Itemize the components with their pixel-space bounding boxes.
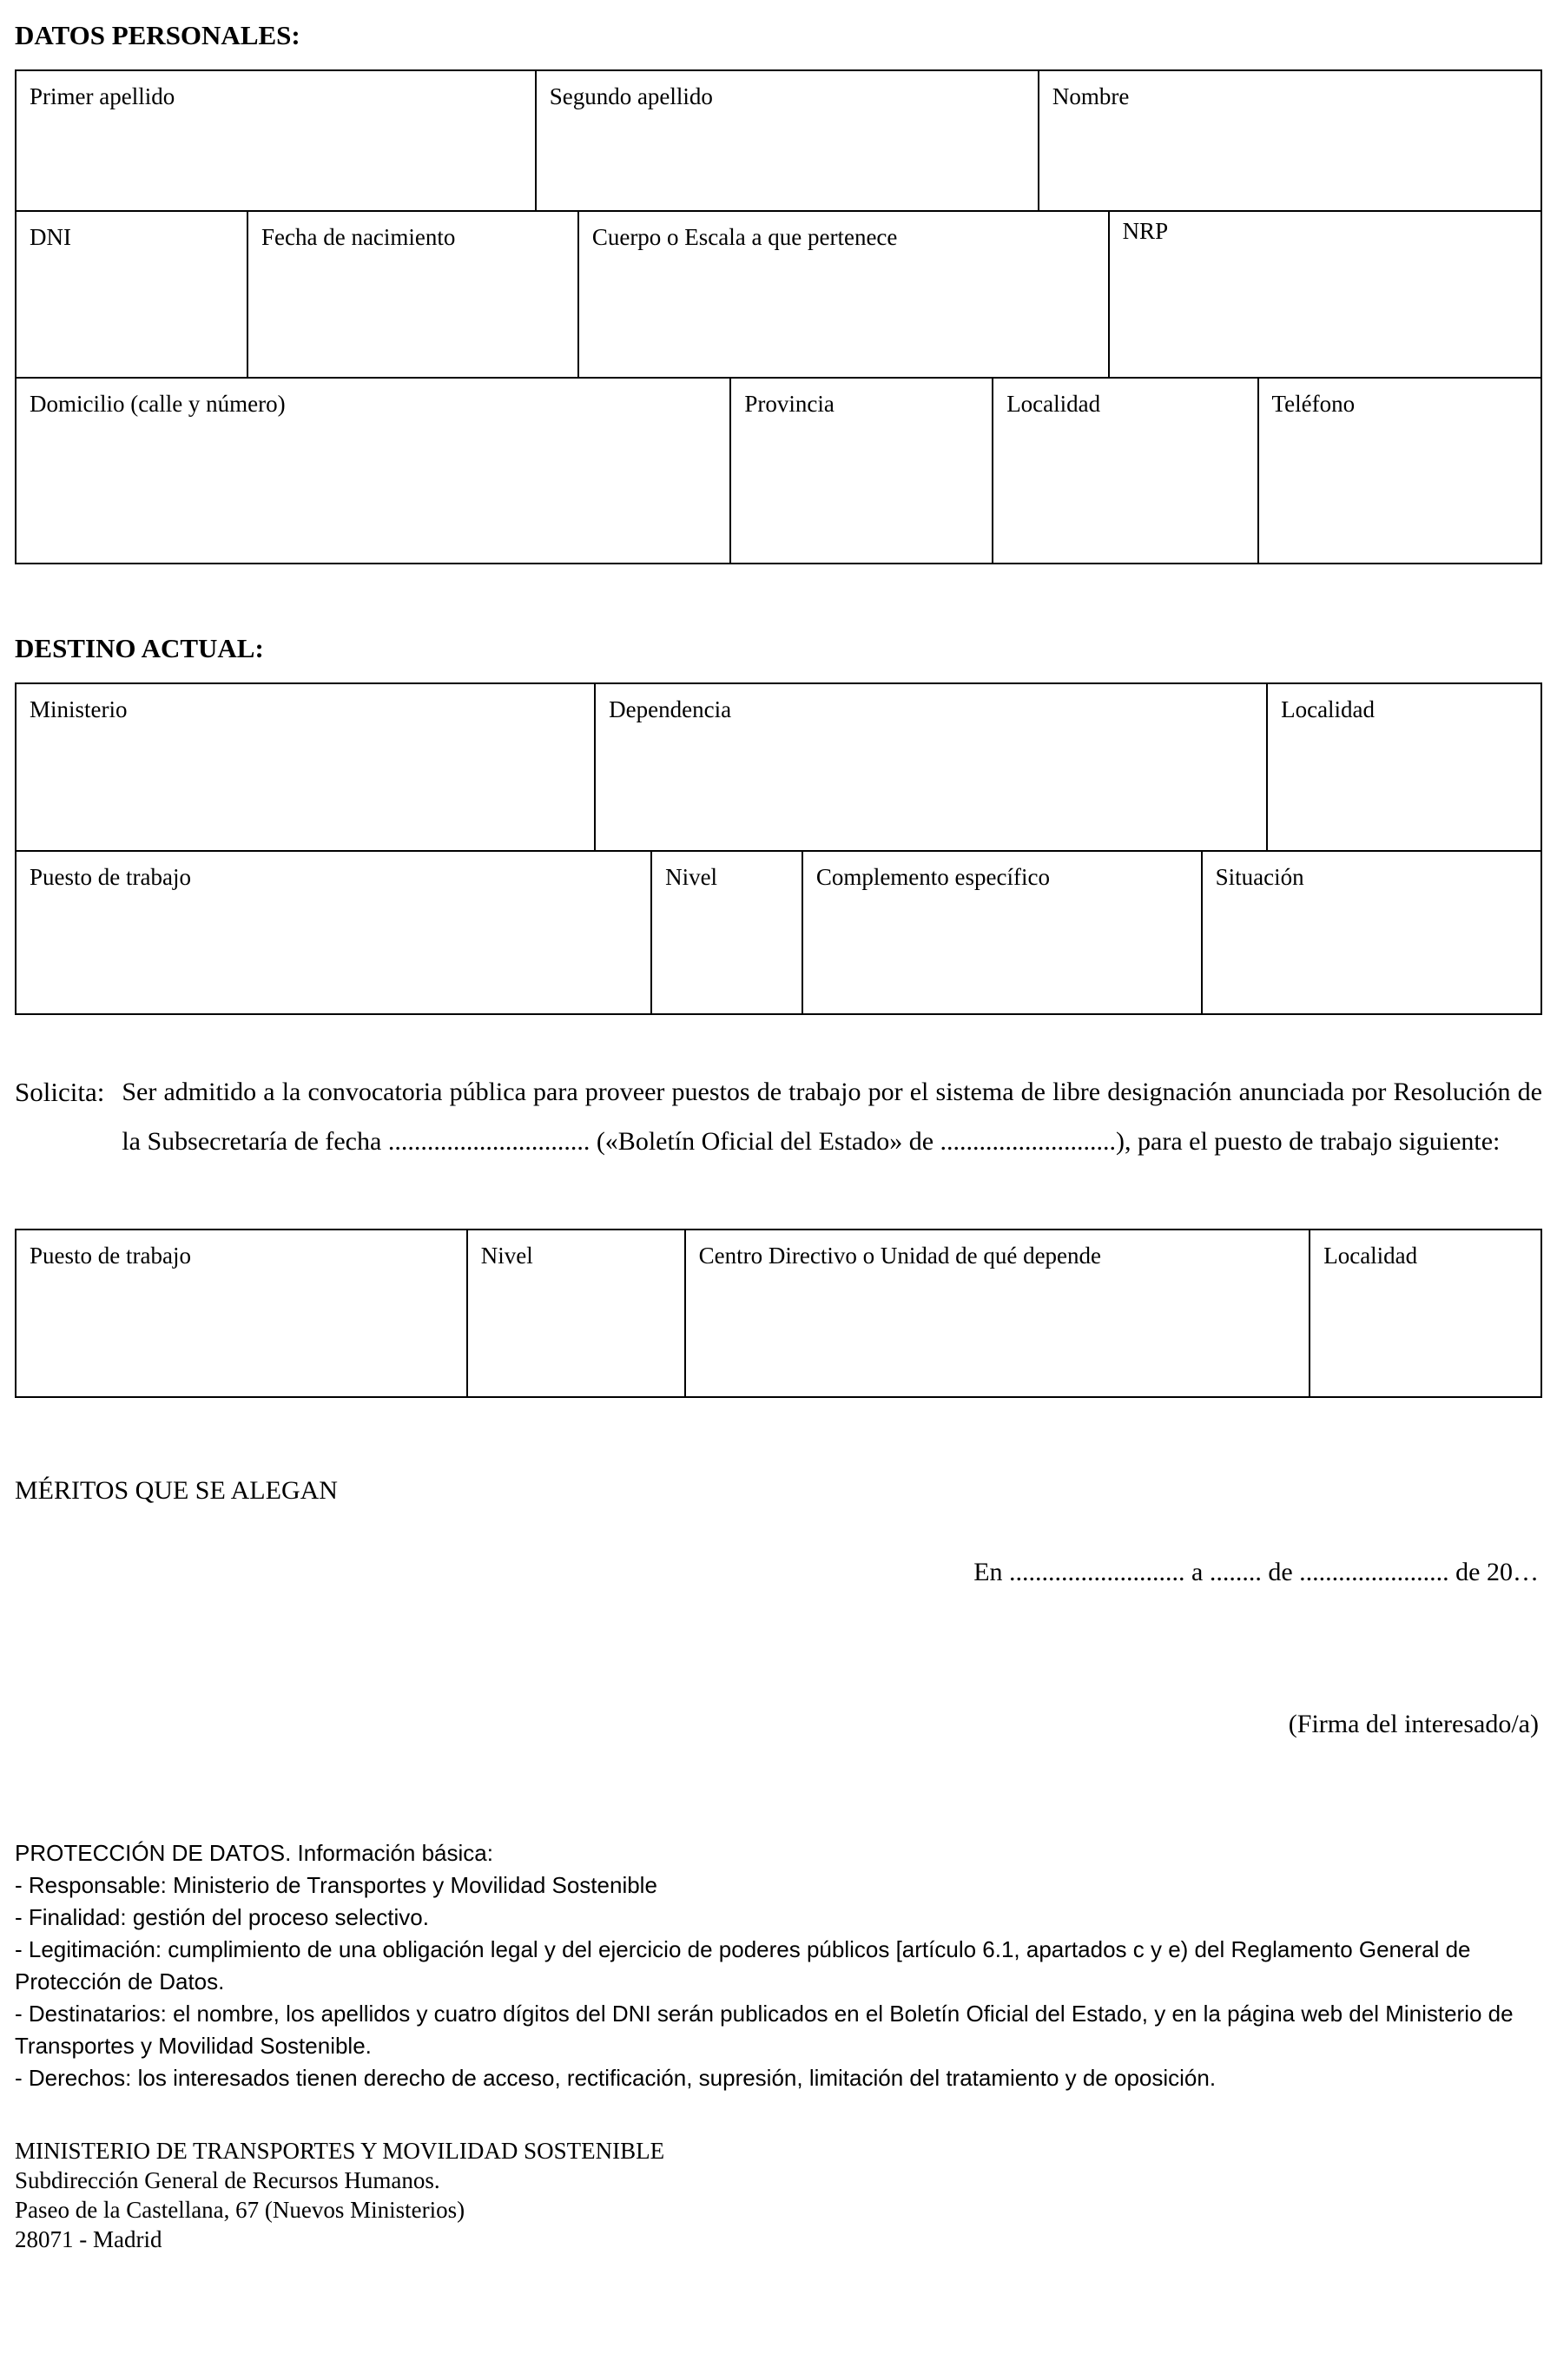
footer-block	[15, 2136, 1542, 2254]
field-nrp[interactable]	[1108, 212, 1541, 377]
destino-actual-table	[15, 682, 1542, 1015]
field-centro-directivo[interactable]	[684, 1230, 1310, 1396]
proteccion-line-destinatarios: - Destinatarios: el nombre, los apellidos y cuatro dígitos del DNI serán publicados en el Boletín Oficial del Estado, y en la página web del Ministerio de Transportes y Movilidad Sostenible.	[15, 2001, 1514, 2059]
footer-line-subdireccion: Subdirección General de Recursos Humanos.	[15, 2167, 440, 2193]
field-primer-apellido-label: Primer apellido	[30, 83, 175, 109]
field-cuerpo-escala-label: Cuerpo o Escala a que pertenece	[591, 224, 898, 250]
footer-line-ministerio: MINISTERIO DE TRANSPORTES Y MOVILIDAD SOSTENIBLE	[15, 2138, 665, 2164]
field-nombre-label: Nombre	[1052, 83, 1130, 109]
footer-line-direccion: Paseo de la Castellana, 67 (Nuevos Ministerios)	[15, 2197, 465, 2223]
field-telefono-label: Teléfono	[1271, 391, 1356, 417]
field-segundo-apellido[interactable]	[535, 71, 1038, 210]
firma-line: (Firma del interesado/a)	[1288, 1710, 1539, 1738]
field-complemento-especifico[interactable]	[802, 852, 1201, 1013]
table-row	[16, 377, 1541, 563]
proteccion-line-titulo: PROTECCIÓN DE DATOS. Información básica:	[15, 1840, 493, 1866]
table-row	[16, 71, 1541, 210]
proteccion-line-derechos: - Derechos: los interesados tienen derecho de acceso, rectificación, supresión, limitación del tratamiento y de oposición.	[15, 2065, 1217, 2091]
field-dni-label: DNI	[30, 224, 71, 250]
datos-personales-table	[15, 69, 1542, 564]
field-puesto-trabajo[interactable]	[16, 852, 650, 1013]
field-provincia[interactable]	[729, 379, 992, 563]
proteccion-line-legitimacion: - Legitimación: cumplimiento de una obligación legal y del ejercicio de poderes públicos [artículo 6.1, apartados c y e) del Reglamento General de Protección de Datos.	[15, 1936, 1471, 1994]
field-primer-apellido[interactable]	[16, 71, 535, 210]
datos-personales-heading: DATOS PERSONALES:	[15, 20, 300, 50]
field-localidad[interactable]	[992, 379, 1257, 563]
field-dni[interactable]	[16, 212, 247, 377]
field-puesto-solicitado-label: Puesto de trabajo	[30, 1243, 191, 1269]
field-puesto-solicitado[interactable]	[16, 1230, 466, 1396]
field-domicilio-label: Domicilio (calle y número)	[30, 391, 286, 417]
field-localidad-destino[interactable]	[1266, 684, 1541, 850]
field-ministerio-label: Ministerio	[30, 696, 128, 722]
field-centro-directivo-label: Centro Directivo o Unidad de qué depende	[698, 1243, 1102, 1269]
field-fecha-nacimiento[interactable]	[247, 212, 577, 377]
footer-line-cp: 28071 - Madrid	[15, 2226, 162, 2252]
destino-actual-heading: DESTINO ACTUAL:	[15, 633, 264, 663]
field-telefono[interactable]	[1257, 379, 1541, 563]
field-complemento-especifico-label: Complemento específico	[815, 864, 1050, 890]
field-ministerio[interactable]	[16, 684, 594, 850]
field-puesto-trabajo-label: Puesto de trabajo	[30, 864, 191, 890]
field-nivel-solicitado[interactable]	[466, 1230, 684, 1396]
field-localidad-solicitada[interactable]	[1309, 1230, 1541, 1396]
table-row	[16, 1230, 1541, 1396]
solicita-block	[15, 1067, 1542, 1166]
table-row	[16, 210, 1541, 377]
field-nivel-solicitado-label: Nivel	[480, 1243, 533, 1269]
solicita-text: Ser admitido a la convocatoria pública para proveer puestos de trabajo por el sistema de libre designación anunciada por Resolución de la Subsecretaría de fecha ............................... («Boletín Oficial del Estado» de ...........................), para el puesto de trabajo siguiente:	[122, 1078, 1542, 1156]
solicita-label: Solicita:	[15, 1077, 105, 1107]
field-cuerpo-escala[interactable]	[577, 212, 1108, 377]
field-situacion-label: Situación	[1215, 864, 1304, 890]
field-provincia-label: Provincia	[744, 391, 835, 417]
field-localidad-label: Localidad	[1006, 391, 1101, 417]
table-row	[16, 684, 1541, 850]
proteccion-line-finalidad: - Finalidad: gestión del proceso selectivo.	[15, 1904, 429, 1930]
form-page	[15, 19, 1542, 2254]
field-dependencia[interactable]	[594, 684, 1266, 850]
field-situacion[interactable]	[1201, 852, 1541, 1013]
field-dependencia-label: Dependencia	[609, 696, 732, 722]
field-fecha-nacimiento-label: Fecha de nacimiento	[261, 224, 456, 250]
field-nombre[interactable]	[1038, 71, 1541, 210]
field-domicilio[interactable]	[16, 379, 729, 563]
proteccion-line-responsable: - Responsable: Ministerio de Transportes y Movilidad Sostenible	[15, 1872, 657, 1898]
meritos-heading: MÉRITOS QUE SE ALEGAN	[15, 1476, 338, 1505]
field-nrp-label: NRP	[1122, 218, 1169, 244]
field-nivel-label: Nivel	[665, 864, 718, 890]
table-row	[16, 850, 1541, 1013]
fecha-line: En ........................... a ........ de ....................... de 20…	[973, 1558, 1539, 1586]
field-nivel[interactable]	[650, 852, 802, 1013]
field-localidad-solicitada-label: Localidad	[1323, 1243, 1418, 1269]
field-segundo-apellido-label: Segundo apellido	[549, 83, 713, 109]
proteccion-datos-block	[15, 1837, 1542, 2094]
puesto-solicitado-table	[15, 1229, 1542, 1398]
field-localidad-destino-label: Localidad	[1281, 696, 1376, 722]
